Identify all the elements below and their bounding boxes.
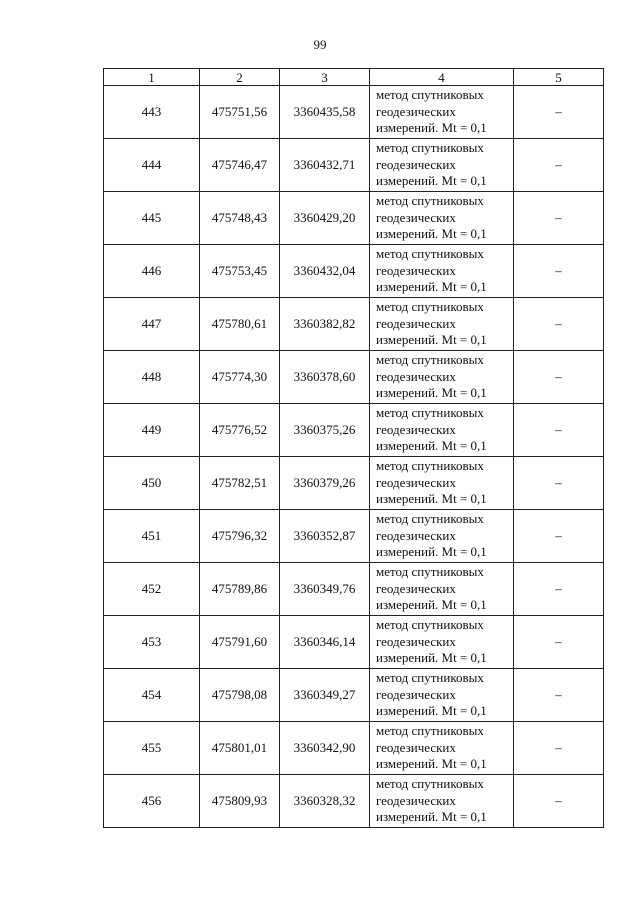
method-line: геодезических <box>376 103 456 119</box>
point-number-cell: 448 <box>104 351 200 404</box>
method-line: геодезических <box>376 686 456 702</box>
method-line: метод спутниковых <box>376 617 484 633</box>
method-line: геодезических <box>376 156 456 172</box>
x-coordinate-cell: 475801,01 <box>200 722 280 775</box>
method-cell <box>370 722 514 775</box>
x-coordinate-cell: 475780,61 <box>200 298 280 351</box>
method-cell <box>370 775 514 828</box>
note-cell: – <box>514 245 604 298</box>
method-line: измерений. Mt = 0,1 <box>376 703 487 719</box>
method-cell <box>370 86 514 139</box>
y-coordinate-cell: 3360346,14 <box>280 616 370 669</box>
header-col-5: 5 <box>514 69 604 86</box>
method-line: метод спутниковых <box>376 511 484 527</box>
y-coordinate-cell: 3360342,90 <box>280 722 370 775</box>
y-coordinate-cell: 3360379,26 <box>280 457 370 510</box>
y-coordinate-cell: 3360349,76 <box>280 563 370 616</box>
point-number-cell: 455 <box>104 722 200 775</box>
method-cell <box>370 351 514 404</box>
table-header-row <box>104 69 604 86</box>
method-line: геодезических <box>376 421 456 437</box>
method-cell <box>370 510 514 563</box>
method-cell <box>370 669 514 722</box>
point-number-cell: 443 <box>104 86 200 139</box>
method-line: измерений. Mt = 0,1 <box>376 491 487 507</box>
method-line: метод спутниковых <box>376 458 484 474</box>
method-line: метод спутниковых <box>376 246 484 262</box>
table-row <box>104 510 604 563</box>
point-number-cell: 449 <box>104 404 200 457</box>
table-row <box>104 563 604 616</box>
x-coordinate-cell: 475774,30 <box>200 351 280 404</box>
method-line: измерений. Mt = 0,1 <box>376 809 487 825</box>
header-col-2: 2 <box>200 69 280 86</box>
note-cell: – <box>514 139 604 192</box>
y-coordinate-cell: 3360349,27 <box>280 669 370 722</box>
method-line: геодезических <box>376 580 456 596</box>
y-coordinate-cell: 3360435,58 <box>280 86 370 139</box>
method-cell <box>370 298 514 351</box>
note-cell: – <box>514 298 604 351</box>
note-cell: – <box>514 775 604 828</box>
method-line: геодезических <box>376 474 456 490</box>
method-line: измерений. Mt = 0,1 <box>376 756 487 772</box>
method-line: метод спутниковых <box>376 352 484 368</box>
method-line: геодезических <box>376 633 456 649</box>
x-coordinate-cell: 475782,51 <box>200 457 280 510</box>
method-cell <box>370 404 514 457</box>
method-line: измерений. Mt = 0,1 <box>376 120 487 136</box>
point-number-cell: 451 <box>104 510 200 563</box>
method-line: геодезических <box>376 527 456 543</box>
note-cell: – <box>514 86 604 139</box>
method-line: геодезических <box>376 368 456 384</box>
table-row <box>104 192 604 245</box>
method-line: измерений. Mt = 0,1 <box>376 279 487 295</box>
method-line: метод спутниковых <box>376 87 484 103</box>
x-coordinate-cell: 475753,45 <box>200 245 280 298</box>
method-line: метод спутниковых <box>376 723 484 739</box>
point-number-cell: 454 <box>104 669 200 722</box>
coordinates-table <box>103 68 604 828</box>
note-cell: – <box>514 669 604 722</box>
table-row <box>104 139 604 192</box>
method-line: измерений. Mt = 0,1 <box>376 173 487 189</box>
method-line: метод спутниковых <box>376 193 484 209</box>
note-cell: – <box>514 351 604 404</box>
table-row <box>104 722 604 775</box>
table-row <box>104 775 604 828</box>
point-number-cell: 444 <box>104 139 200 192</box>
method-cell <box>370 616 514 669</box>
method-line: измерений. Mt = 0,1 <box>376 438 487 454</box>
page-number: 99 <box>313 37 327 52</box>
x-coordinate-cell: 475809,93 <box>200 775 280 828</box>
point-number-cell: 450 <box>104 457 200 510</box>
method-line: измерений. Mt = 0,1 <box>376 385 487 401</box>
header-col-3: 3 <box>280 69 370 86</box>
method-line: метод спутниковых <box>376 670 484 686</box>
note-cell: – <box>514 722 604 775</box>
x-coordinate-cell: 475796,32 <box>200 510 280 563</box>
point-number-cell: 456 <box>104 775 200 828</box>
method-line: геодезических <box>376 739 456 755</box>
table-row <box>104 669 604 722</box>
note-cell: – <box>514 457 604 510</box>
point-number-cell: 445 <box>104 192 200 245</box>
table-row <box>104 351 604 404</box>
method-line: метод спутниковых <box>376 564 484 580</box>
y-coordinate-cell: 3360432,04 <box>280 245 370 298</box>
method-line: измерений. Mt = 0,1 <box>376 332 487 348</box>
y-coordinate-cell: 3360382,82 <box>280 298 370 351</box>
method-line: метод спутниковых <box>376 776 484 792</box>
note-cell: – <box>514 192 604 245</box>
x-coordinate-cell: 475776,52 <box>200 404 280 457</box>
note-cell: – <box>514 404 604 457</box>
header-col-1: 1 <box>104 69 200 86</box>
method-cell <box>370 457 514 510</box>
table-row <box>104 616 604 669</box>
method-line: метод спутниковых <box>376 299 484 315</box>
x-coordinate-cell: 475789,86 <box>200 563 280 616</box>
x-coordinate-cell: 475751,56 <box>200 86 280 139</box>
table-row <box>104 298 604 351</box>
x-coordinate-cell: 475748,43 <box>200 192 280 245</box>
method-cell <box>370 245 514 298</box>
method-line: геодезических <box>376 792 456 808</box>
x-coordinate-cell: 475746,47 <box>200 139 280 192</box>
y-coordinate-cell: 3360375,26 <box>280 404 370 457</box>
note-cell: – <box>514 616 604 669</box>
y-coordinate-cell: 3360378,60 <box>280 351 370 404</box>
method-line: измерений. Mt = 0,1 <box>376 544 487 560</box>
method-line: измерений. Mt = 0,1 <box>376 650 487 666</box>
method-line: геодезических <box>376 315 456 331</box>
table-row <box>104 457 604 510</box>
point-number-cell: 447 <box>104 298 200 351</box>
table-row <box>104 245 604 298</box>
method-cell <box>370 139 514 192</box>
table-body <box>104 86 604 828</box>
y-coordinate-cell: 3360432,71 <box>280 139 370 192</box>
y-coordinate-cell: 3360352,87 <box>280 510 370 563</box>
x-coordinate-cell: 475798,08 <box>200 669 280 722</box>
y-coordinate-cell: 3360429,20 <box>280 192 370 245</box>
table-row <box>104 86 604 139</box>
table-row <box>104 404 604 457</box>
method-line: метод спутниковых <box>376 140 484 156</box>
method-line: метод спутниковых <box>376 405 484 421</box>
note-cell: – <box>514 563 604 616</box>
point-number-cell: 453 <box>104 616 200 669</box>
method-cell <box>370 563 514 616</box>
y-coordinate-cell: 3360328,32 <box>280 775 370 828</box>
note-cell: – <box>514 510 604 563</box>
header-col-4: 4 <box>370 69 514 86</box>
x-coordinate-cell: 475791,60 <box>200 616 280 669</box>
point-number-cell: 452 <box>104 563 200 616</box>
method-cell <box>370 192 514 245</box>
method-line: геодезических <box>376 262 456 278</box>
method-line: измерений. Mt = 0,1 <box>376 597 487 613</box>
method-line: геодезических <box>376 209 456 225</box>
method-line: измерений. Mt = 0,1 <box>376 226 487 242</box>
point-number-cell: 446 <box>104 245 200 298</box>
